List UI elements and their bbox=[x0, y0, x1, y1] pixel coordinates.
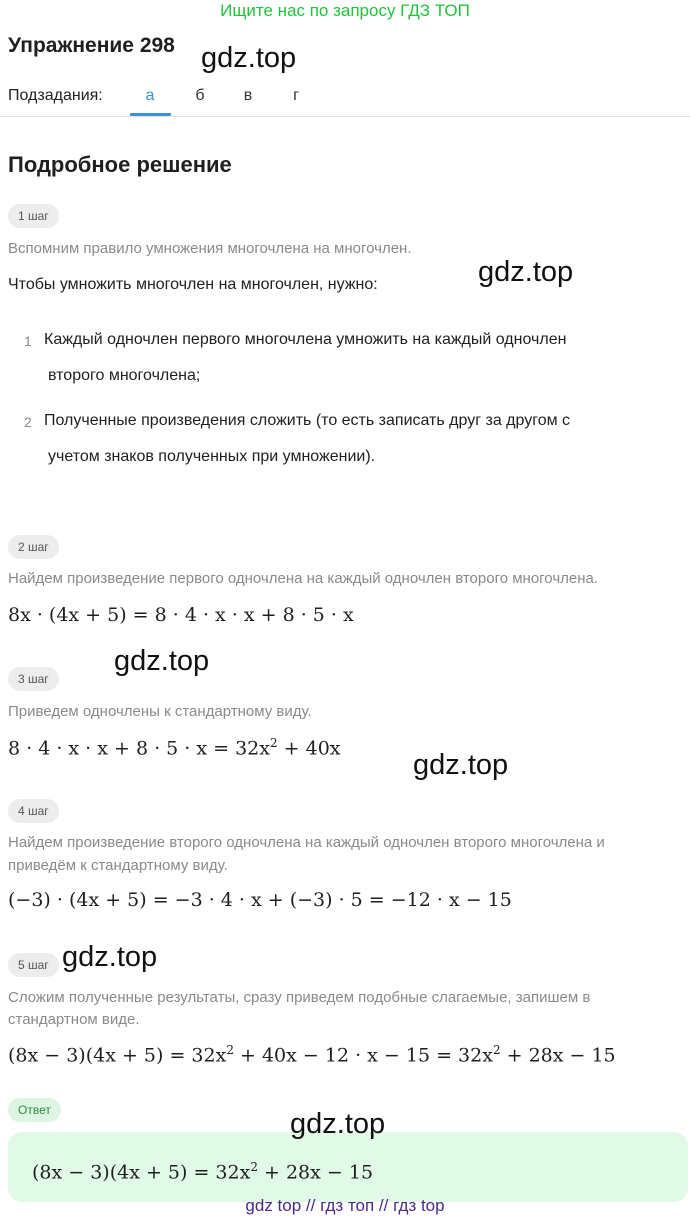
list-number: 1 bbox=[24, 333, 32, 349]
watermark: gdz.top bbox=[114, 645, 210, 677]
list-item-line: второго многочлена; bbox=[48, 367, 201, 384]
tab-b[interactable]: б bbox=[195, 87, 205, 104]
step-hint: Найдем произведение второго одночлена на каждый одночлен второго многочлена и bbox=[8, 834, 605, 851]
step-hint: Сложим полученные результаты, сразу приведем подобные слагаемые, запишем в bbox=[8, 989, 591, 1006]
answer-badge: Ответ bbox=[8, 1098, 61, 1122]
watermark: gdz.top bbox=[201, 42, 297, 74]
tab-a[interactable]: а bbox=[145, 87, 155, 104]
step-text: Чтобы умножить многочлен на многочлен, нужно: bbox=[8, 276, 378, 293]
step-hint: Вспомним правило умножения многочлена на многочлен. bbox=[8, 240, 412, 257]
section-title: Подробное решение bbox=[8, 152, 232, 177]
subtasks-label: Подзадания: bbox=[8, 87, 103, 104]
answer-formula: $(8x - 3)(4x + 5) = 32x^2 + 28x - 15$ bbox=[32, 1160, 374, 1184]
step-formula: $8 \cdot 4 \cdot x \cdot x + 8 \cdot 5 \cdot x = 32x^2 + 40x$ bbox=[8, 736, 341, 760]
step-badge: 5 шаг bbox=[8, 953, 59, 977]
list-number: 2 bbox=[24, 414, 32, 430]
step-badge: 2 шаг bbox=[8, 535, 59, 559]
tab-v[interactable]: в bbox=[243, 87, 253, 104]
list-item-line: учетом знаков полученных при умножении). bbox=[48, 448, 376, 465]
step-hint: Найдем произведение первого одночлена на каждый одночлен второго многочлена. bbox=[8, 570, 599, 587]
exercise-title: Упражнение 298 bbox=[8, 34, 175, 57]
step-hint: стандартном виде. bbox=[8, 1011, 140, 1028]
watermark: gdz.top bbox=[290, 1108, 386, 1140]
step-badge: 1 шаг bbox=[8, 204, 59, 228]
list-item-line: Полученные произведения сложить (то есть записать друг за другом с bbox=[44, 412, 571, 429]
step-hint: приведём к стандартному виду. bbox=[8, 857, 228, 874]
footer-links: gdz top // гдз топ // гдз top bbox=[245, 1196, 445, 1215]
divider bbox=[0, 116, 690, 117]
step-badge: 3 шаг bbox=[8, 667, 59, 691]
list-item-line: Каждый одночлен первого многочлена умножить на каждый одночлен bbox=[44, 331, 567, 348]
watermark: gdz.top bbox=[62, 941, 158, 973]
step-formula: (−3) · (4x + 5) = −3 · 4 · x + (−3) · 5 = −12 · x − 15 bbox=[8, 889, 512, 911]
step-formula: 8x · (4x + 5) = 8 · 4 · x · x + 8 · 5 · x bbox=[8, 604, 354, 626]
watermark: gdz.top bbox=[478, 256, 574, 288]
search-banner: Ищите нас по запросу ГДЗ ТОП bbox=[220, 1, 470, 20]
step-hint: Приведем одночлены к стандартному виду. bbox=[8, 703, 312, 720]
tab-g[interactable]: г bbox=[293, 87, 299, 104]
watermark: gdz.top bbox=[413, 749, 509, 781]
step-badge: 4 шаг bbox=[8, 799, 59, 823]
step-formula: $(8x - 3)(4x + 5) = 32x^2 + 40x - 12 \cdot x - 15 = 32x^2 + 28x - 15$ bbox=[8, 1043, 616, 1067]
